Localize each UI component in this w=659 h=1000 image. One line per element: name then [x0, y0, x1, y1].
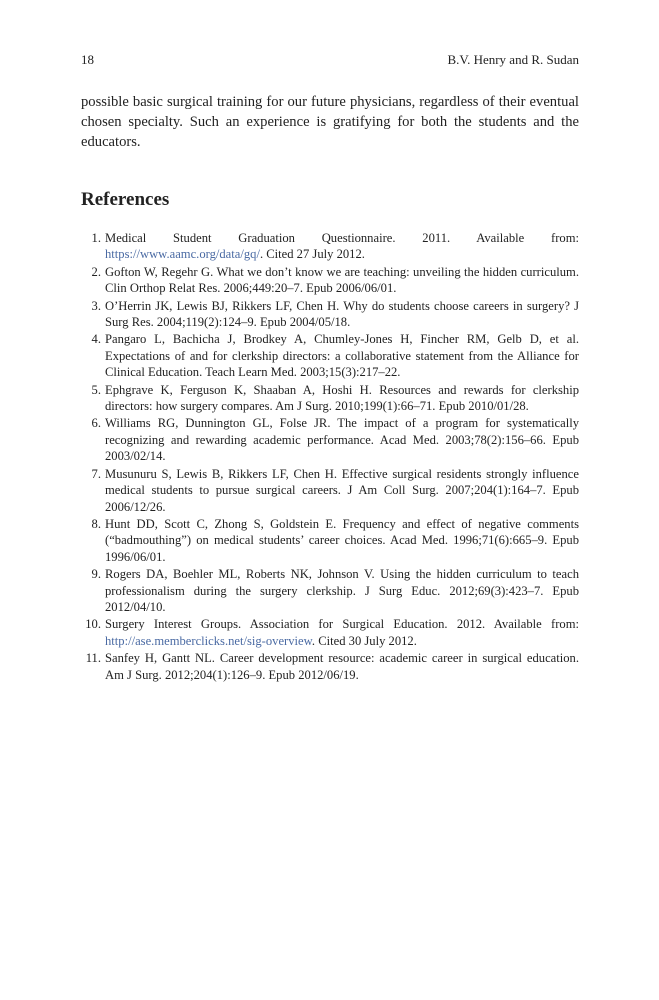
- reference-text: Gofton W, Regehr G. What we don’t know we are teaching: unveiling the hidden curriculum. Clin Orthop Relat Res. 2006;449:20–7. Epub 2006/06/01.: [105, 264, 579, 296]
- reference-number: 11.: [85, 651, 101, 666]
- reference-item: [81, 566, 579, 615]
- reference-text: Ephgrave K, Ferguson K, Shaaban A, Hoshi H. Resources and rewards for clerkship directors: how surgery compares. Am J Surg. 2010;199(1):66–71. Epub 2010/01/28.: [105, 382, 579, 414]
- reference-number: 5.: [91, 382, 101, 397]
- reference-item: [81, 466, 579, 515]
- reference-number: 4.: [91, 332, 101, 347]
- references-list: [81, 230, 579, 684]
- reference-text: Surgery Interest Groups. Association for Surgical Education. 2012. Available from: http://ase.memberclicks.net/sig-overview. Cited 30 July 2012.: [105, 617, 579, 648]
- reference-number: 9.: [91, 567, 101, 582]
- reference-link[interactable]: https://www.aamc.org/data/gq/: [105, 247, 260, 262]
- reference-item: [81, 516, 579, 565]
- reference-text: O’Herrin JK, Lewis BJ, Rikkers LF, Chen H. Why do students choose careers in surgery? J Surg Res. 2004;119(2):124–9. Epub 2004/05/18.: [105, 298, 579, 330]
- reference-number: 6.: [91, 416, 101, 431]
- reference-text: Williams RG, Dunnington GL, Folse JR. The impact of a program for systematically recognizing and rewarding academic performance. Acad Med. 2003;78(2):156–66. Epub 2003/02/14.: [105, 416, 579, 464]
- reference-link[interactable]: http://ase.memberclicks.net/sig-overview: [105, 633, 312, 648]
- reference-number: 8.: [91, 516, 101, 531]
- reference-item: [81, 650, 579, 683]
- reference-item: [81, 264, 579, 297]
- running-head-authors: B.V. Henry and R. Sudan: [447, 52, 579, 67]
- reference-item: [81, 415, 579, 464]
- reference-item: [81, 230, 579, 263]
- reference-text: Hunt DD, Scott C, Zhong S, Goldstein E. Frequency and effect of negative comments (“badmouthing”) on medical students’ career choices. Acad Med. 1996;71(6):665–9. Epub 1996/06/01.: [105, 516, 579, 564]
- running-header: [81, 52, 579, 68]
- reference-text: Rogers DA, Boehler ML, Roberts NK, Johnson V. Using the hidden curriculum to teach professionalism during the surgery clerkship. J Surg Educ. 2012;69(3):423–7. Epub 2012/04/10.: [105, 567, 579, 614]
- reference-number: 3.: [91, 298, 101, 313]
- reference-item: [81, 331, 579, 380]
- reference-item: [81, 298, 579, 331]
- reference-text: Medical Student Graduation Questionnaire. 2011. Available from: https://www.aamc.org/data/gq/. Cited 27 July 2012.: [105, 231, 579, 262]
- references-heading: References: [81, 189, 170, 210]
- reference-item: [81, 616, 579, 649]
- reference-number: 10.: [85, 617, 101, 632]
- reference-number: 1.: [91, 231, 101, 245]
- body-paragraph: possible basic surgical training for our future physicians, regardless of their eventual chosen specialty. Such an experience is gratifying for both the students and the educators.: [81, 94, 579, 150]
- page-number: 18: [81, 52, 94, 67]
- reference-number: 7.: [91, 466, 101, 481]
- reference-item: [81, 382, 579, 415]
- reference-text: Sanfey H, Gantt NL. Career development resource: academic career in surgical education. Am J Surg. 2012;204(1):126–9. Epub 2012/06/19.: [105, 651, 579, 682]
- reference-number: 2.: [91, 264, 101, 279]
- reference-text: Pangaro L, Bachicha J, Brodkey A, Chumley-Jones H, Fincher RM, Gelb D, et al. Expectations of and for clerkship directors: a collaborative statement from the Alliance for Clinical Education. Teach Learn Med. 2003;15(3):217–22.: [105, 332, 579, 380]
- reference-text: Musunuru S, Lewis B, Rikkers LF, Chen H. Effective surgical residents strongly influence medical students to pursue surgical careers. J Am Coll Surg. 2007;204(1):164–7. Epub 2006/12/26.: [105, 466, 579, 514]
